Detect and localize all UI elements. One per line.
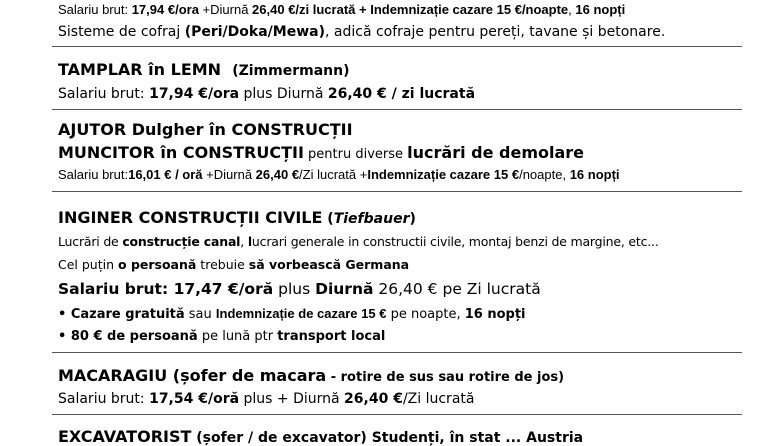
- text: plus: [273, 280, 316, 298]
- job-salary-line: [58, 167, 620, 182]
- benefit-list-item: [58, 329, 385, 344]
- text: Salariu brut:: [58, 167, 129, 182]
- text: • Cazare gratuită: [58, 307, 185, 322]
- text: ): [409, 211, 416, 227]
- text: construcție canal: [122, 234, 241, 249]
- text: pe lună ptr: [197, 329, 278, 344]
- text: MUNCITOR în CONSTRUCȚII: [58, 143, 304, 162]
- text: +Diurnă: [198, 2, 253, 17]
- job-salary-line: [58, 2, 625, 17]
- text: ucrari generale in constructii civile, montaj benzi de margine, etc...: [251, 234, 659, 249]
- text: 16 nopți: [464, 307, 526, 322]
- text: /noapte,: [519, 167, 570, 182]
- section-divider: [52, 191, 742, 192]
- text: 17,94 €/ora: [131, 2, 199, 17]
- text: 26,40 €: [373, 280, 438, 298]
- job-title-secondary: [58, 143, 584, 162]
- text: - rotire de sus sau rotire de jos): [326, 370, 565, 385]
- text: Salariu brut:: [58, 2, 132, 17]
- text: 26,40 € / zi lucrată: [327, 86, 476, 102]
- job-title: AJUTOR Dulgher în CONSTRUCȚII: [58, 120, 353, 139]
- section-divider: [52, 109, 742, 110]
- text: 16 nopți: [569, 167, 620, 182]
- job-salary-line: [58, 391, 474, 407]
- job-description-line: [58, 24, 665, 40]
- text: /Zi lucrată +: [299, 167, 368, 182]
- text: , adică cofraje pentru pereți, tavane și betonare.: [325, 24, 666, 40]
- text: (Peri/Doka/Mewa): [184, 24, 325, 40]
- text: sau: [184, 307, 216, 322]
- text: Salariu brut:: [58, 391, 150, 407]
- text: /Zi lucrată: [402, 391, 475, 407]
- text: 17,94 €/ora: [149, 86, 240, 102]
- section-divider: [52, 414, 742, 415]
- text: transport local: [277, 329, 386, 344]
- text: trebuie: [196, 257, 249, 272]
- benefit-list-item: [58, 306, 526, 322]
- job-description-line: [58, 234, 659, 249]
- section-divider: [52, 46, 742, 47]
- text: Diurnă: [315, 280, 374, 298]
- text: pe Zi lucrată: [437, 280, 541, 298]
- text: MACARAGIU (șofer de macara: [58, 366, 327, 385]
- text: pe noapte,: [386, 307, 465, 322]
- text: l: [247, 234, 252, 249]
- text: +Diurnă: [202, 167, 256, 182]
- text: INGINER CONSTRUCȚII CIVILE: [58, 208, 323, 227]
- job-salary-line: [58, 280, 541, 298]
- text: 16,01 € / oră: [128, 167, 203, 182]
- text: • 80 € de persoană: [58, 329, 198, 344]
- text: ,: [568, 2, 576, 17]
- text: lucrări de demolare: [407, 143, 585, 162]
- text: (: [322, 211, 334, 227]
- text: Tiefbauer: [333, 211, 410, 227]
- text: Salariu brut:: [58, 280, 174, 298]
- text: TAMPLAR în LEMN: [58, 60, 222, 79]
- text: Lucrări de: [58, 234, 123, 249]
- text: o persoană: [118, 257, 197, 272]
- text: 16 nopți: [575, 2, 626, 17]
- text: plus Diurnă: [239, 86, 328, 102]
- text: Cel puțin: [58, 257, 118, 272]
- text: 17,54 €/oră: [149, 391, 240, 407]
- text: ,: [240, 234, 248, 249]
- job-title: [58, 427, 583, 446]
- text: 26,40 €/zi lucrată + Indemnizație cazare 15 €/noapte: [252, 2, 569, 17]
- job-description-line: [58, 257, 409, 272]
- text: plus + Diurnă: [239, 391, 345, 407]
- section-divider: [52, 352, 742, 353]
- text: Indemnizație de cazare 15 €: [215, 306, 387, 321]
- job-title: [58, 366, 564, 385]
- text: EXCAVATORIST: [58, 427, 192, 446]
- text: Sisteme de cofraj: [58, 24, 185, 40]
- text: 26,40 €: [344, 391, 403, 407]
- job-title: [58, 60, 350, 79]
- text: Indemnizație cazare 15 €: [367, 167, 520, 182]
- text: (șofer / de excavator) Studenți, în stat ... Austria: [191, 430, 584, 446]
- text: (Zimmermann): [232, 63, 350, 79]
- job-salary-line: [58, 86, 475, 102]
- text: 26,40 €: [255, 167, 300, 182]
- job-title: [58, 208, 416, 227]
- text: pentru diverse: [303, 147, 408, 162]
- text: Salariu brut:: [58, 86, 150, 102]
- text: să vorbească Germana: [248, 257, 410, 272]
- text: 17,47 €/oră: [173, 280, 274, 298]
